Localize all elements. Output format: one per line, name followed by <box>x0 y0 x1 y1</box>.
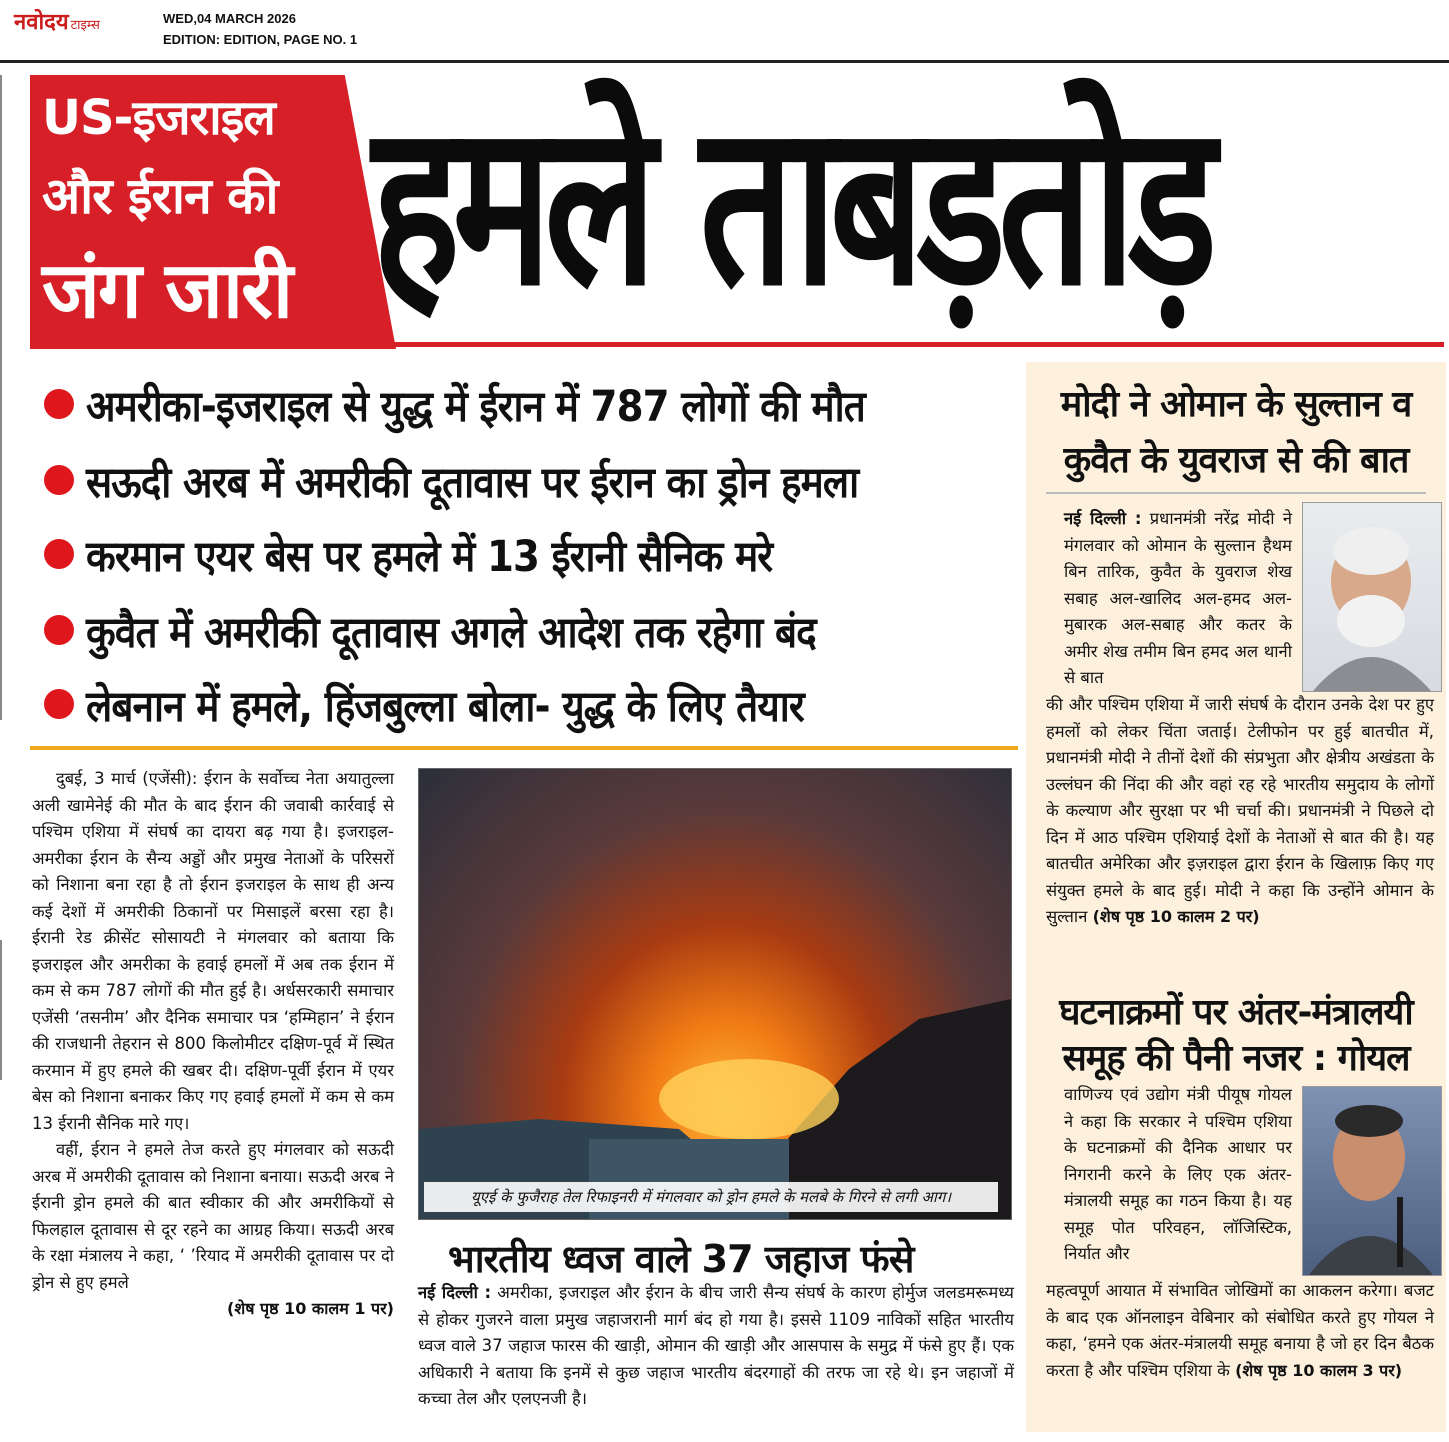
sidebar-story1-lead <box>1064 506 1292 692</box>
bullet-text: लेबनान में हमले, हिंजबुल्ला बोला- युद्ध के लिए तैयार <box>86 681 804 732</box>
main-story <box>32 766 394 1323</box>
bullet-item <box>44 450 944 510</box>
left-margin-rule <box>0 940 2 1080</box>
ships-story-dateline: नई दिल्ली : <box>418 1283 492 1302</box>
bullet-text: कुवैत में अमरीकी दूतावास अगले आदेश तक रहेगा बंद <box>86 607 816 658</box>
bullet-dot-icon <box>44 389 74 419</box>
main-story-para-2: वहीं, ईरान ने हमले तेज करते हुए मंगलवार को सऊदी अरब में अमरीकी दूतावास को निशाना बनाया। सऊदी अरब ने ईरानी ड्रोन हमले की बात स्वीकार की और अमरीकियों से फिलहाल दूतावास से दूर रहने का आग्रह किया। सऊदी अरब के रक्षा मंत्रालय ने कहा, ‘ ’रियाद में अमरीकी दूतावास पर दो ड्रोन से हुए हमले <box>32 1140 394 1292</box>
main-headline: हमले ताबड़तोड़ <box>372 74 1210 335</box>
refinery-fire-photo <box>418 768 1012 1220</box>
sidebar-story2-text: महत्वपूर्ण आयात में संभावित जोखिमों का आकलन करेगा। बजट के बाद एक ऑनलाइन वेबिनार को संबोधित करते हुए गोयल ने कहा, ‘हमने एक अंतर-मंत्रालयी समूह बनाया है जो हर दिन बैठक करता है और पश्चिम एशिया के <box>1046 1281 1434 1380</box>
goyal-photo <box>1302 1086 1442 1276</box>
bullet-dot-icon <box>44 539 74 569</box>
sidebar-story1-headline-1: मोदी ने ओमान के सुल्तान व <box>1060 384 1412 425</box>
edition-page: EDITION: EDITION, PAGE NO. 1 <box>163 32 358 47</box>
photo-caption: यूएई के फुजैराह तेल रिफाइनरी में मंगलवार को ड्रोन हमले के मलबे के गिरने से लगी आग। <box>424 1182 998 1212</box>
sidebar-story2-body <box>1046 1278 1434 1384</box>
main-story-para-1: दुबई, 3 मार्च (एजेंसी): ईरान के सर्वोच्च नेता अयातुल्ला अली खामेनेई की मौत के बाद ईरान की जवाबी कार्रवाई से पश्चिम एशिया में संघर्ष का दायरा बढ़ गया है। इजराइल-अमरीका ईरान के सैन्य अड्डों और प्रमुख नेताओं के परिसरों को निशाना बना रहा है तो ईरान इजराइल के साथ ही अन्य कई देशों में अमरीकी ठिकानों पर मिसाइलें बरसा रहा है। ईरानी रेड क्रीसेंट सोसायटी ने मंगलवार को बताया कि इजराइल और अमरीका के हवाई हमलों में अब तक ईरान में कम से कम 787 लोगों की मौत हुई है। अर्धसरकारी समाचार एजेंसी ‘तसनीम’ और दैनिक समाचार पत्र ‘हम्मिहान’ ने ईरान की राजधानी तेहरान से 800 किलोमीटर दक्षिण-पूर्व में स्थित करमान में हुए हमले की खबर दी। दक्षिण-पूर्वी ईरान में एयर बेस को निशाना बनाकर किए गए हवाई हमलों में कम से कम 13 ईरानी सैनिक मारे गए। <box>32 769 394 1133</box>
logo-text: नवोदय <box>14 9 69 35</box>
sidebar-divider <box>1046 492 1426 494</box>
bullet-text: करमान एयर बेस पर हमले में 13 ईरानी सैनिक मरे <box>86 531 773 582</box>
modi-photo <box>1302 502 1442 692</box>
sidebar-story1-body <box>1046 692 1434 931</box>
bullet-text: सऊदी अरब में अमरीकी दूतावास पर ईरान का ड्रोन हमला <box>86 457 859 508</box>
edition-date: WED,04 MARCH 2026 <box>163 11 296 26</box>
continued-ref[interactable]: (शेष पृष्ठ 10 कालम 3 पर) <box>1235 1360 1403 1380</box>
sidebar-story1-wrap-text: प्रधानमंत्री नरेंद्र मोदी ने मंगलवार को ओमान के सुल्तान हैथम बिन तारिक, कुवैत के युवराज शेख सबाह अल-खालिद अल-हमद अल-मुबारक अल-सबाह और कतर के अमीर शेख तमीम बिन हमद अल थानी से बात <box>1064 509 1292 687</box>
bullet-dot-icon <box>44 615 74 645</box>
sidebar-story2-headline-1: घटनाक्रमों पर अंतर-मंत्रालयी <box>1059 992 1413 1033</box>
left-margin-rule <box>0 75 2 720</box>
modi-photo-art <box>1303 503 1441 691</box>
continued-ref[interactable]: (शेष पृष्ठ 10 कालम 2 पर) <box>1092 907 1260 926</box>
newspaper-logo[interactable] <box>14 6 100 36</box>
sidebar-story2-headline-2: समूह की पैनी नजर : गोयल <box>1062 1038 1410 1079</box>
sidebar-story2-wrap-text: वाणिज्य एवं उद्योग मंत्री पीयूष गोयल ने कहा कि सरकार ने पश्चिम एशिया के घटनाक्रमों की दैनिक आधार पर निगरानी करने के लिए एक अंतर-मंत्रालयी समूह का गठन किया है। यह समूह पोत परिवहन, लॉजिस्टिक, निर्यात और <box>1064 1085 1292 1263</box>
bullet-item <box>44 374 951 434</box>
sidebar-story1-headline-2: कुवैत के युवराज से की बात <box>1063 440 1409 481</box>
kicker-line-1: US-इजराइल <box>42 90 275 146</box>
section-divider <box>30 746 1018 750</box>
kicker-line-3: जंग जारी <box>42 246 292 336</box>
logo-suffix: टाइम्स <box>70 18 100 33</box>
bullet-dot-icon <box>44 689 74 719</box>
bullet-text: अमरीका-इजराइल से युद्ध में ईरान में 787 लोगों की मौत <box>86 381 865 432</box>
ships-story-body <box>418 1280 1014 1413</box>
bullet-dot-icon <box>44 465 74 495</box>
kicker-line-2: और ईरान की <box>42 167 278 225</box>
goyal-photo-art <box>1303 1087 1441 1275</box>
bullet-item <box>44 524 849 584</box>
ships-story-text: अमरीका, इजराइल और ईरान के बीच जारी सैन्य संघर्ष के कारण होर्मुज जलडमरूमध्य से होकर गुजरने वाला प्रमुख जहाजरानी मार्ग बंद हो गया है। इससे 1109 नाविकों सहित भारतीय ध्वज वाले 37 जहाज फारस की खाड़ी, ओमान की खाड़ी और आसपास के समुद्र में फंसे हुए हैं। एक अधिकारी ने बताया कि इनमें से कुछ जहाज भारतीय बंदरगाहों की तरफ जा रहे थे। इन जहाजों में कच्चा तेल और एलएनजी है। <box>418 1283 1014 1408</box>
bullet-item <box>44 674 884 734</box>
sidebar-story1-text: की और पश्चिम एशिया में जारी संघर्ष के दौरान उनके देश पर हुए हमलों को लेकर चिंता जताई। टेलीफोन पर हुई बातचीत में, प्रधानमंत्री मोदी ने तीनों देशों की संप्रभुता और क्षेत्रीय अखंडता के उल्लंघन की निंदा की और वहां रह रहे भारतीय समुदाय के लोगों के कल्याण और सुरक्षा पर भी चर्चा की। प्रधानमंत्री ने पिछले दो दिन में आठ पश्चिम एशियाई देशों के नेताओं से बात की है। यह बातचीत अमेरिका और इज़राइल द्वारा ईरान के खिलाफ़ किए गए संयुक्त हमले के बाद हुई। मोदी ने कहा कि उन्होंने ओमान के सुल्तान <box>1046 695 1434 926</box>
sidebar-story2-lead <box>1064 1082 1292 1268</box>
bullet-item <box>44 600 897 660</box>
fire-photo-art <box>419 769 1011 1219</box>
ships-story-headline: भारतीय ध्वज वाले 37 जहाज फंसे <box>448 1237 914 1281</box>
sidebar-story1-dateline: नई दिल्ली : <box>1064 509 1142 528</box>
edition-info <box>163 8 357 50</box>
headline-underline <box>30 342 1444 347</box>
continued-ref[interactable]: (शेष पृष्ठ 10 कालम 1 पर) <box>227 1299 394 1318</box>
